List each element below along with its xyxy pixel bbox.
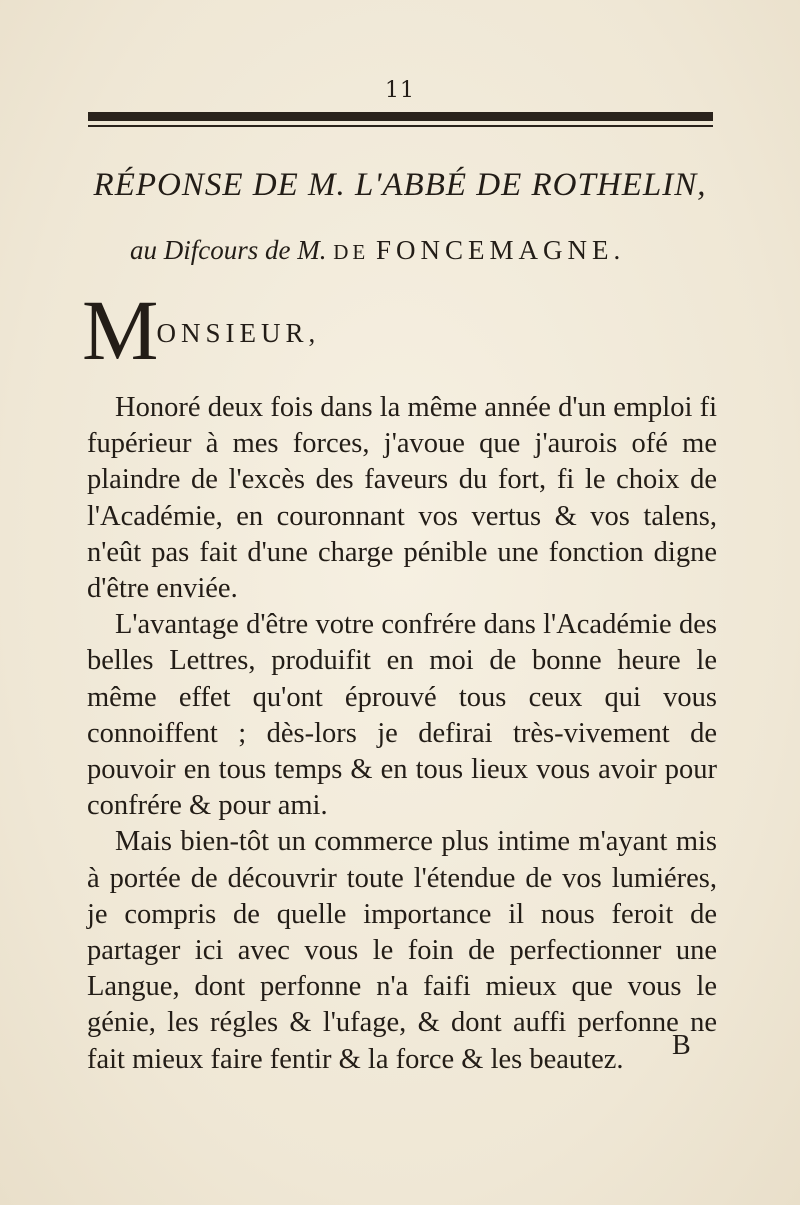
- salutation-rest: ONSIEUR,: [156, 318, 321, 348]
- section-title: RÉPONSE DE M. L'ABBÉ DE ROTHELIN,: [93, 167, 707, 203]
- drop-cap-initial: M: [82, 282, 159, 378]
- catchword: B: [672, 1030, 691, 1061]
- paragraph: L'avantage d'être votre confrére dans l'Académie des belles Lettres, produifit en moi de bonne heure le même effet qu'ont éprouvé tous ceux qui vous connoiffent ; dès-lors je defirai très-vivement de pouvoir en tous temps & en tous lieux vous avoir pour confrére & pour ami.: [87, 609, 717, 822]
- body-text: [87, 390, 717, 1078]
- subtitle-de: DE: [333, 240, 370, 264]
- salutation: [82, 282, 321, 378]
- section-subtitle: [130, 235, 750, 266]
- paragraph: Honoré deux fois dans la même année d'un emploi fi fupérieur à mes forces, j'avoue que j'aurois ofé me plaindre de l'excès des faveurs du fort, fi le choix de l'Académie, en couronnant vos vertus & vos talens, n'eût pas fait d'une charge pénible une fonction digne d'être enviée.: [87, 392, 717, 605]
- page-number: 11: [385, 78, 415, 103]
- header-rule-thick: [88, 112, 713, 121]
- subtitle-name: FONCEMAGNE.: [375, 235, 626, 265]
- header-rule-thin: [88, 125, 713, 127]
- subtitle-italic-part: au Difcours de M.: [130, 235, 327, 265]
- paragraph: Mais bien-tôt un commerce plus intime m'ayant mis à portée de découvrir toute l'étendue de vos lumiéres, je compris de quelle importance il nous feroit de partager ici avec vous le foin de perfectionner une Langue, dont perfonne n'a faifi mieux que vous le génie, les régles & l'ufage, & dont auffi perfonne ne fait mieux faire fentir & la force & les beautez.: [87, 826, 717, 1075]
